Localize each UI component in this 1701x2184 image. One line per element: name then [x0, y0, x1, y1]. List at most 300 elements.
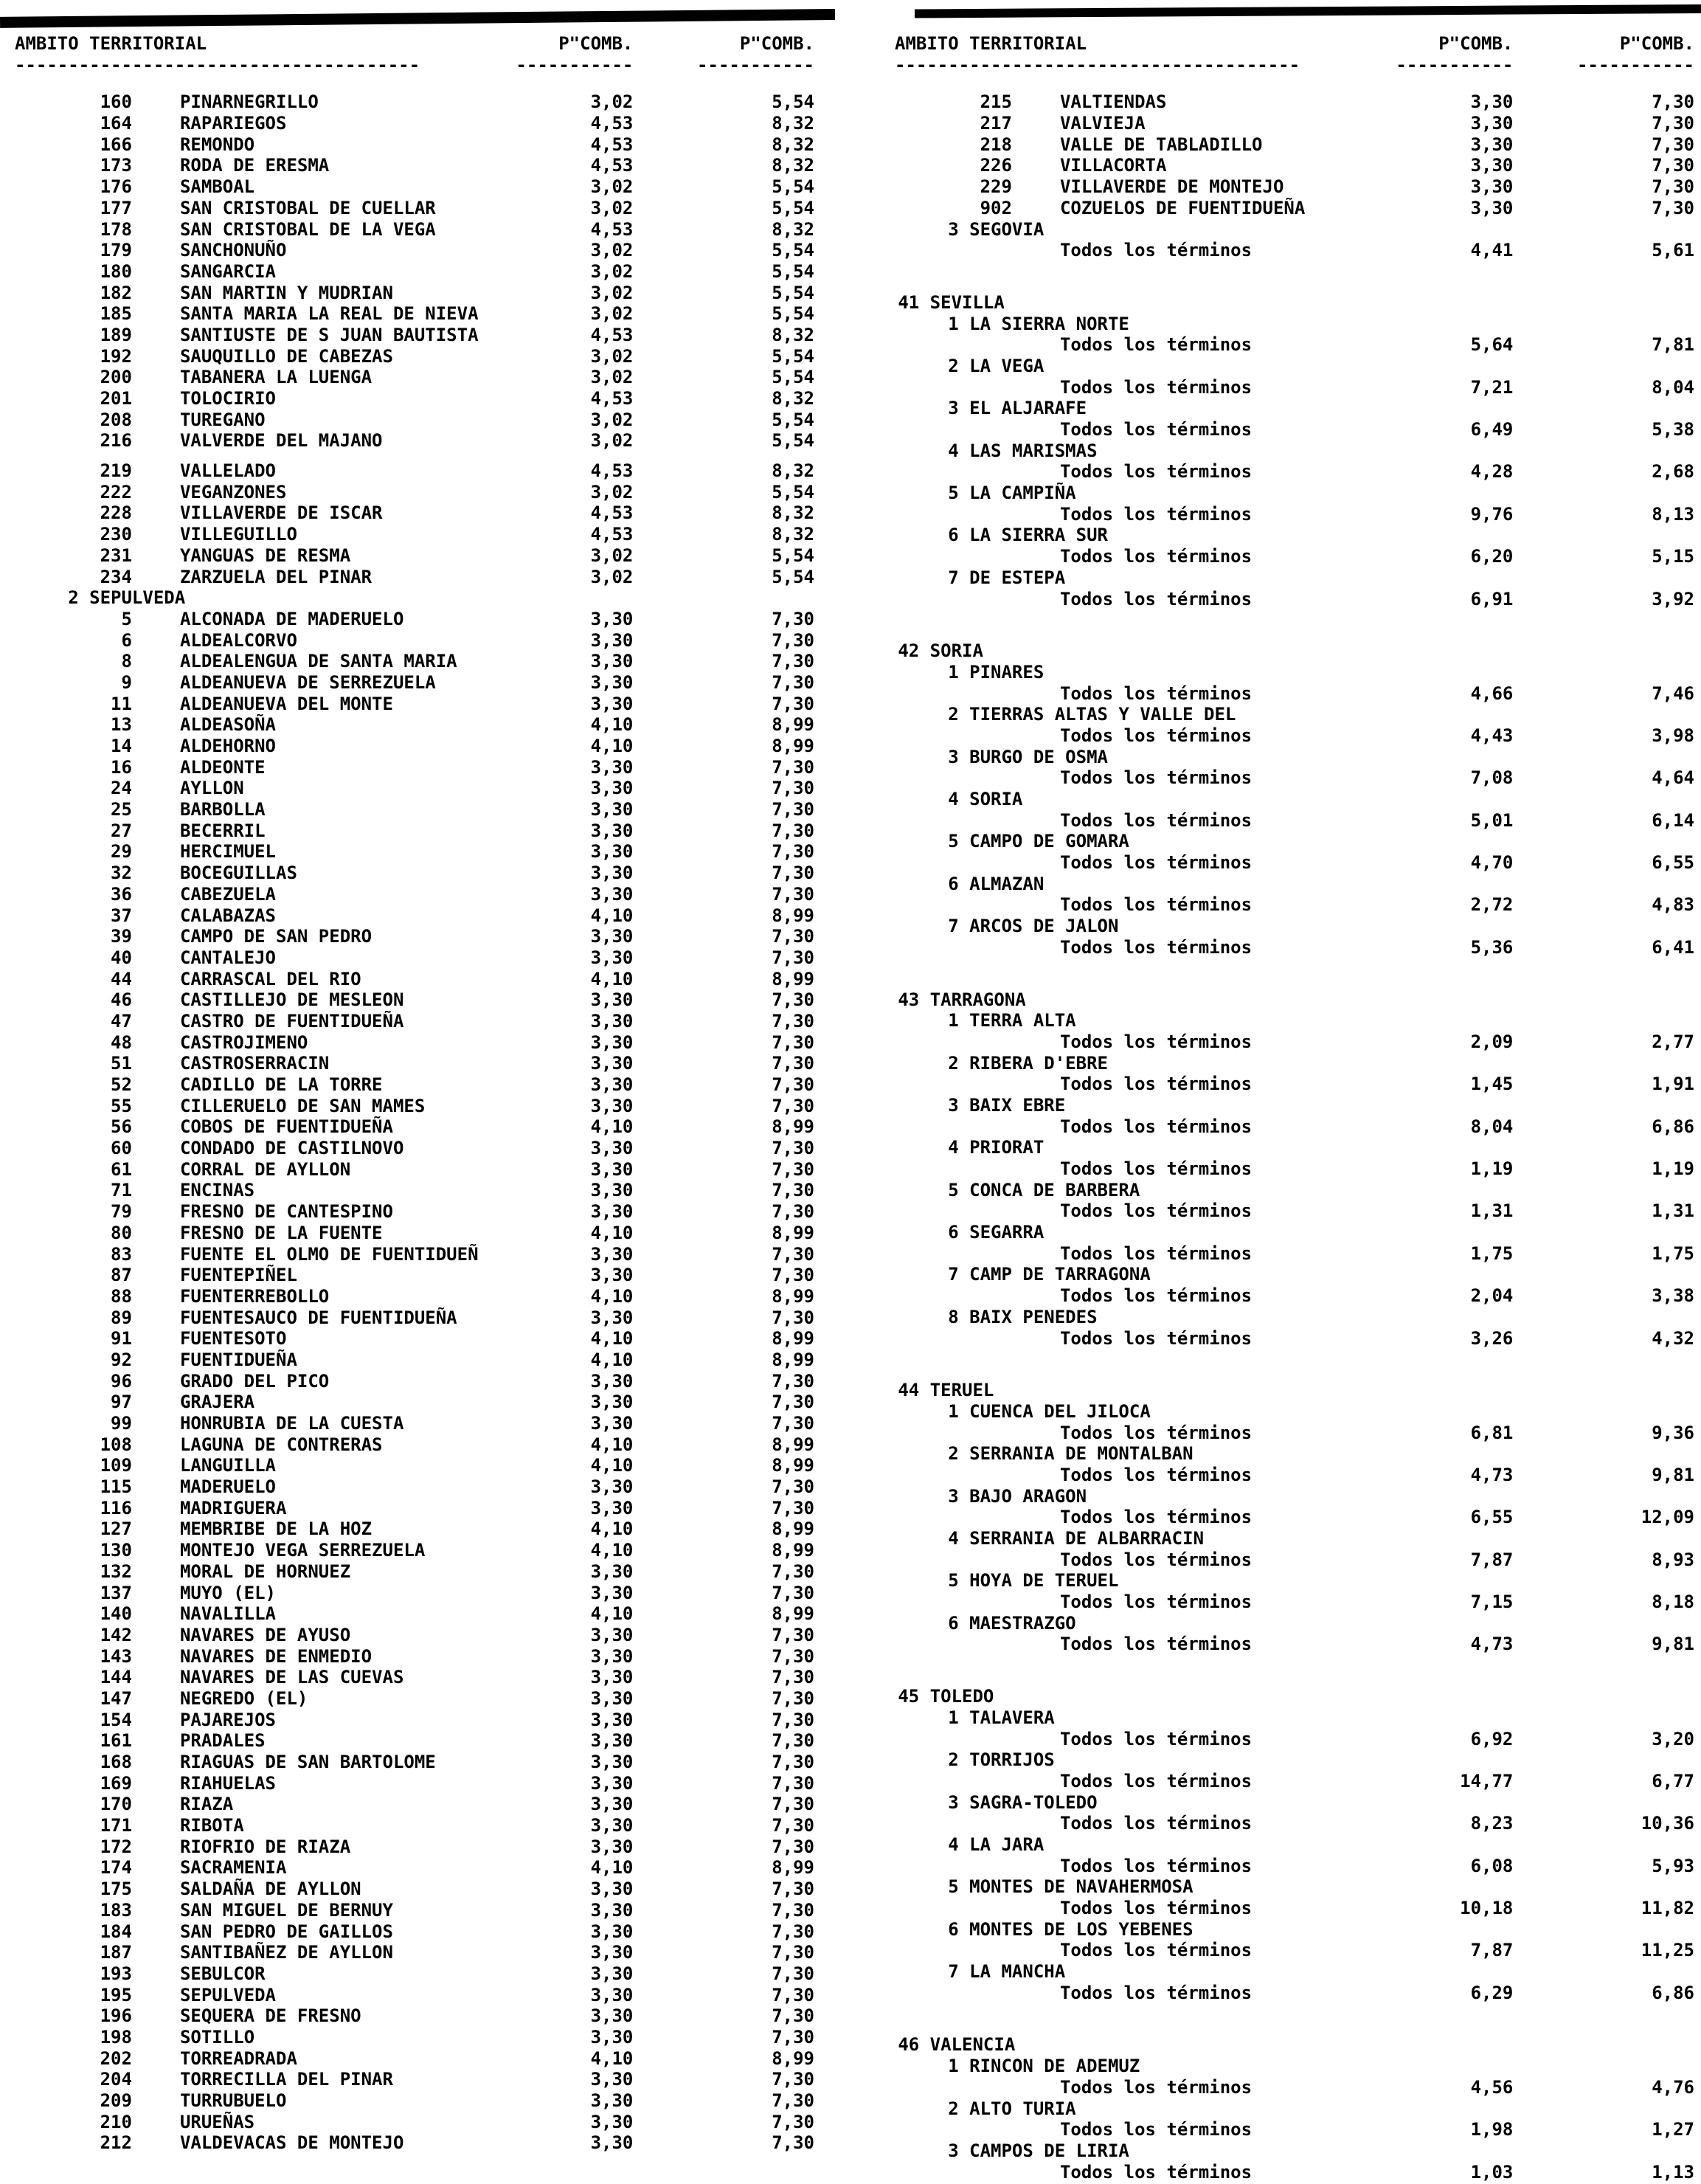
comarca-row: [895, 831, 1694, 852]
pcomb-value-2: [1513, 1570, 1694, 1592]
pcomb-value-2: [1513, 398, 1694, 419]
pcomb-value-2: [1513, 1961, 1694, 1983]
municipality-code: 169: [100, 1772, 132, 1794]
municipality-cell: [15, 1603, 505, 1625]
municipality-name: VEGANZONES: [179, 481, 287, 502]
pcomb-value-2: 4,64: [1652, 767, 1694, 789]
pcomb-value-1: 3,30: [590, 1095, 634, 1116]
municipality-code: 89: [111, 1307, 132, 1328]
comarca-label: 6 MAESTRAZGO: [948, 1612, 1076, 1634]
municipality-cell: [15, 1244, 505, 1265]
pcomb-value-1: 4,66: [1470, 682, 1514, 704]
header-rule-dashes: --------------------------------------: [895, 54, 1300, 75]
municipality-code: 92: [111, 1349, 132, 1370]
municipality-cell: [15, 1963, 505, 1985]
comarca-label: 5 CONCA DE BARBERA: [948, 1179, 1140, 1200]
pcomb-value-2: 7,30: [772, 1963, 814, 1984]
municipality-code: 229: [980, 176, 1012, 198]
pcomb-value-2: 7,30: [772, 1984, 814, 2005]
municipality-row: [15, 2005, 814, 2027]
todos-label: Todos los términos: [1059, 1592, 1253, 1613]
pcomb-value-1: 3,02: [590, 345, 634, 367]
pcomb-value-1: [1385, 916, 1513, 937]
pcomb-value-1: 4,10: [590, 1518, 634, 1540]
municipality-cell: [15, 1815, 505, 1836]
pcomb-value-1: 4,28: [1470, 461, 1514, 483]
pcomb-value-2: 8,32: [772, 460, 814, 482]
pcomb-value-2: 3,92: [1652, 588, 1694, 609]
pcomb-value-2: 8,99: [772, 1285, 814, 1307]
province-label: 43 TARRAGONA: [898, 989, 1026, 1010]
municipality-cell: [15, 1116, 505, 1138]
municipality-name: AYLLON: [179, 778, 244, 799]
scan-rule-artifact-right: [915, 4, 1701, 18]
municipality-cell: [15, 1794, 505, 1815]
municipality-code: 137: [100, 1582, 132, 1603]
pcomb-value-2: 8,99: [772, 1540, 814, 1561]
todos-label: Todos los términos: [1059, 461, 1253, 483]
municipality-code: 202: [100, 2048, 132, 2069]
pcomb-value-2: [1513, 789, 1694, 810]
pcomb-value-1: 3,30: [590, 2111, 634, 2132]
municipality-cell: [15, 1518, 505, 1540]
pcomb-value-2: 7,30: [772, 841, 814, 863]
municipality-row: [15, 1180, 814, 1201]
comarca-row: [895, 1528, 1694, 1549]
municipality-row: [15, 1836, 814, 1858]
municipality-code: 212: [100, 2132, 132, 2154]
header-rule-dashes: -----------: [516, 54, 634, 75]
pcomb-value-1: 3,30: [590, 2026, 634, 2048]
pcomb-value-2: [1513, 1613, 1694, 1634]
province-row: [895, 989, 1694, 1011]
todos-row: [895, 937, 1694, 958]
municipality-name: FRESNO DE LA FUENTE: [179, 1222, 383, 1243]
todos-row: [895, 1328, 1694, 1350]
pcomb-value-2: 7,30: [772, 2005, 814, 2027]
municipality-cell: [15, 1328, 505, 1350]
municipality-code: 147: [100, 1687, 132, 1709]
pcomb-value-2: 7,30: [772, 1243, 814, 1265]
pcomb-value-1: 3,30: [590, 1413, 634, 1434]
municipality-code: 208: [100, 409, 132, 430]
pcomb-value-2: [1513, 440, 1694, 462]
pcomb-value-2: 8,99: [772, 1518, 814, 1540]
municipality-cell: [15, 1857, 505, 1879]
vertical-gap: [895, 1655, 1694, 1686]
municipality-name: RIAHUELAS: [179, 1772, 276, 1794]
pcomb-value-1: 4,41: [1470, 240, 1514, 261]
municipality-row: [15, 1583, 814, 1604]
pcomb-value-2: 8,18: [1652, 1592, 1694, 1613]
municipality-name: RODA DE ERESMA: [179, 155, 330, 176]
comarca-label: 2 LA VEGA: [948, 355, 1044, 376]
pcomb-value-1: [1385, 1095, 1513, 1116]
municipality-cell: [15, 1540, 505, 1561]
pcomb-value-1: [1385, 398, 1513, 419]
municipality-row: [15, 1371, 814, 1392]
todos-row: [895, 810, 1694, 832]
comarca-row: [895, 1095, 1694, 1116]
pcomb-value-1: 4,53: [590, 155, 634, 176]
municipality-code: 115: [100, 1476, 132, 1498]
pcomb-value-2: 7,30: [772, 989, 814, 1011]
pcomb-value-1: 8,04: [1470, 1116, 1514, 1137]
pcomb-value-1: 4,53: [590, 218, 634, 240]
header-rule-dashes: -----------: [697, 54, 814, 75]
municipality-code: 13: [111, 714, 132, 736]
municipality-code: 215: [980, 91, 1012, 113]
pcomb-value-1: 3,02: [590, 197, 634, 218]
municipality-row: [15, 1646, 814, 1668]
pcomb-value-2: [1513, 525, 1694, 546]
pcomb-value-2: 8,99: [772, 1434, 814, 1455]
pcomb-value-1: 3,30: [590, 651, 634, 672]
municipality-cell: [15, 1646, 505, 1668]
municipality-row: [15, 1857, 814, 1879]
pcomb-value-1: 2,72: [1470, 894, 1514, 916]
todos-row: [895, 419, 1694, 440]
municipality-cell: [15, 1752, 505, 1773]
municipality-row: [15, 714, 814, 736]
municipality-code: 185: [100, 303, 132, 325]
pcomb-value-1: 3,30: [590, 1709, 634, 1730]
comarca-label: 4 LA JARA: [948, 1834, 1044, 1855]
pcomb-value-1: 3,30: [1470, 113, 1514, 134]
municipality-code: 37: [111, 905, 132, 926]
comarca-row: [895, 483, 1694, 504]
todos-row: [895, 240, 1694, 261]
municipality-code: 172: [100, 1836, 132, 1857]
province-row: [895, 1686, 1694, 1707]
pcomb-value-2: 7,30: [772, 629, 814, 651]
pcomb-value-1: 6,55: [1470, 1507, 1514, 1528]
municipality-row: [15, 261, 814, 283]
pcomb-value-2: [1513, 989, 1694, 1011]
pcomb-value-2: [1513, 874, 1694, 895]
municipality-row: [15, 303, 814, 325]
municipality-row: [15, 651, 814, 672]
municipality-name: CARRASCAL DEL RIO: [179, 968, 361, 989]
pcomb-value-2: [1513, 292, 1694, 314]
municipality-cell: [15, 1942, 505, 1963]
municipality-cell: [15, 1350, 505, 1371]
municipality-cell: [15, 155, 505, 176]
pcomb-value-2: 5,54: [772, 282, 814, 303]
municipality-code: 24: [111, 778, 132, 799]
municipality-name: LAGUNA DE CONTRERAS: [179, 1434, 383, 1455]
pcomb-value-1: [1385, 1834, 1513, 1856]
municipality-row: [15, 884, 814, 905]
todos-label: Todos los términos: [1059, 1770, 1253, 1791]
municipality-row: [15, 1942, 814, 1963]
pcomb-value-2: 5,54: [772, 545, 814, 566]
todos-row: [895, 504, 1694, 525]
todos-row: [895, 1031, 1694, 1053]
municipality-name: PAJAREJOS: [179, 1709, 276, 1730]
pcomb-value-1: 2,04: [1470, 1285, 1514, 1307]
pcomb-value-1: 3,30: [590, 1667, 634, 1688]
municipality-cell: [15, 388, 505, 410]
pcomb-value-2: 8,99: [772, 968, 814, 989]
pcomb-value-1: [1385, 1707, 1513, 1729]
pcomb-value-2: [1513, 1401, 1694, 1423]
pcomb-value-1: 4,43: [1470, 725, 1514, 746]
municipality-name: SAMBOAL: [179, 176, 255, 198]
pcomb-value-2: 7,30: [772, 1010, 814, 1031]
municipality-row: [895, 176, 1694, 198]
municipality-code: 32: [111, 863, 132, 884]
municipality-code: 14: [111, 736, 132, 756]
municipality-row: [15, 1096, 814, 1117]
pcomb-value-2: 7,30: [772, 2069, 814, 2090]
municipality-row: [15, 2069, 814, 2090]
municipality-cell: [15, 947, 505, 969]
todos-label: Todos los términos: [1059, 1074, 1253, 1095]
municipality-name: FUENTESAUCO DE FUENTIDUEÑA: [179, 1307, 457, 1328]
municipality-cell: [15, 545, 505, 567]
pcomb-value-2: 8,32: [772, 155, 814, 176]
municipality-name: CALABAZAS: [179, 905, 276, 926]
pcomb-value-1: 4,53: [590, 324, 634, 345]
todos-label: Todos los términos: [1059, 240, 1253, 261]
pcomb-value-1: [1385, 2034, 1513, 2056]
comarca-row: [895, 1834, 1694, 1856]
pcomb-value-1: [1385, 1570, 1513, 1592]
municipality-code: 195: [100, 1984, 132, 2005]
municipality-name: SAN MIGUEL DE BERNUY: [179, 1899, 393, 1921]
municipality-row: [15, 630, 814, 652]
comarca-label: 5 HOYA DE TERUEL: [948, 1570, 1119, 1592]
pcomb-value-1: 3,30: [590, 1497, 634, 1518]
municipality-cell: [15, 1561, 505, 1583]
todos-label: Todos los términos: [1059, 1940, 1253, 1961]
pcomb-value-2: [1513, 662, 1694, 683]
pcomb-value-1: 3,30: [590, 1921, 634, 1942]
municipality-code: 140: [100, 1603, 132, 1625]
todos-row: [895, 1898, 1694, 1919]
pcomb-value-2: 7,30: [772, 1836, 814, 1857]
municipality-name: CONDADO DE CASTILNOVO: [179, 1138, 404, 1159]
pcomb-value-2: 1,31: [1652, 1200, 1694, 1222]
pcomb-value-2: [1513, 567, 1694, 589]
municipality-code: 174: [100, 1857, 132, 1879]
pcomb-value-1: [1385, 1137, 1513, 1158]
pcomb-value-2: 1,13: [1652, 2161, 1694, 2183]
municipality-name: FUENTIDUEÑA: [179, 1349, 297, 1370]
municipality-code: 196: [100, 2005, 132, 2027]
pcomb-value-2: 7,30: [1652, 197, 1694, 218]
pcomb-value-1: 3,30: [590, 1582, 634, 1603]
header-spacer: [15, 75, 814, 91]
municipality-cell: [15, 841, 505, 863]
comarca-row: [895, 916, 1694, 937]
comarca-label: 1 TERRA ALTA: [948, 1010, 1076, 1031]
comarca-row: [895, 1570, 1694, 1592]
pcomb-value-1: [505, 587, 633, 609]
todos-row: [895, 1507, 1694, 1528]
municipality-cell: [15, 1583, 505, 1604]
comarca-label: 7 ARCOS DE JALON: [948, 916, 1119, 937]
province-row: [895, 1380, 1694, 1401]
municipality-cell: [15, 778, 505, 799]
municipality-name: SAN MARTIN Y MUDRIAN: [179, 282, 393, 303]
pcomb-value-1: [1385, 1222, 1513, 1243]
municipality-code: 97: [111, 1392, 132, 1413]
municipality-cell: [15, 630, 505, 652]
pcomb-value-1: 4,53: [590, 388, 634, 409]
pcomb-value-2: 7,30: [772, 1413, 814, 1434]
municipality-code: 222: [100, 481, 132, 502]
todos-row: [895, 1983, 1694, 2004]
municipality-code: 143: [100, 1645, 132, 1667]
pcomb-value-2: [633, 587, 814, 609]
pcomb-value-2: 7,30: [772, 820, 814, 841]
pcomb-value-1: 3,30: [590, 926, 634, 947]
municipality-name: MUYO (EL): [179, 1582, 276, 1603]
municipality-cell: [15, 863, 505, 884]
todos-label: Todos los términos: [1059, 2161, 1253, 2183]
municipality-row: [895, 113, 1694, 134]
municipality-row: [15, 1286, 814, 1307]
municipality-cell: [15, 1223, 505, 1244]
pcomb-value-2: [1513, 831, 1694, 852]
municipality-cell: [15, 1921, 505, 1943]
municipality-cell: [15, 482, 505, 503]
pcomb-value-2: 7,30: [772, 883, 814, 905]
pcomb-value-1: 3,30: [590, 1942, 634, 1963]
municipality-cell: [15, 346, 505, 367]
pcomb-value-2: 5,54: [772, 240, 814, 261]
pcomb-value-1: 3,30: [590, 1963, 634, 1984]
pcomb-value-2: [1513, 1180, 1694, 1201]
pcomb-value-1: 3,30: [590, 1899, 634, 1921]
comarca-label: 7 LA MANCHA: [948, 1961, 1066, 1983]
pcomb-value-1: 6,49: [1470, 419, 1514, 440]
todos-label: Todos los términos: [1059, 1200, 1253, 1222]
todos-label: Todos los términos: [1059, 936, 1253, 958]
comarca-row: [895, 1443, 1694, 1465]
pcomb-value-1: [1385, 2056, 1513, 2077]
todos-label: Todos los términos: [1059, 1464, 1253, 1485]
pcomb-value-2: 7,30: [772, 1265, 814, 1286]
todos-label: Todos los términos: [1059, 334, 1253, 356]
pcomb-value-2: 7,30: [772, 1307, 814, 1328]
municipality-cell: [895, 113, 1385, 134]
pcomb-value-2: 7,30: [772, 1370, 814, 1392]
pcomb-value-2: 6,41: [1652, 936, 1694, 958]
municipality-row: [15, 1730, 814, 1752]
vertical-gap: [895, 1349, 1694, 1380]
municipality-code: 108: [100, 1434, 132, 1455]
todos-label: Todos los términos: [1059, 1549, 1253, 1570]
municipality-name: FUENTERREBOLLO: [179, 1285, 330, 1307]
municipality-row: [15, 1815, 814, 1836]
pcomb-value-2: 8,99: [772, 1857, 814, 1879]
pcomb-value-1: 3,30: [590, 1476, 634, 1498]
municipality-cell: [895, 176, 1385, 198]
pcomb-value-2: 6,14: [1652, 809, 1694, 831]
pcomb-value-1: [1385, 704, 1513, 725]
pcomb-value-1: 4,10: [590, 2048, 634, 2069]
comarca-row: [895, 789, 1694, 810]
pcomb-value-2: [1513, 2098, 1694, 2120]
pcomb-value-1: 3,30: [590, 2005, 634, 2027]
municipality-row: [15, 1794, 814, 1815]
todos-row: [895, 852, 1694, 874]
pcomb-value-1: 3,30: [1470, 91, 1514, 113]
todos-row: [895, 1200, 1694, 1222]
pcomb-value-1: [1385, 874, 1513, 895]
municipality-row: [15, 388, 814, 410]
pcomb-value-1: [1385, 525, 1513, 546]
municipality-row: [15, 694, 814, 715]
vertical-gap: [895, 958, 1694, 989]
pcomb-value-2: [1513, 314, 1694, 335]
municipality-row: [15, 1985, 814, 2006]
comarca-row: [895, 1876, 1694, 1898]
municipality-code: 179: [100, 240, 132, 261]
municipality-code: 178: [100, 218, 132, 240]
municipality-code: 88: [111, 1285, 132, 1307]
municipality-name: CABEZUELA: [179, 883, 276, 905]
municipality-code: 5: [121, 608, 132, 629]
municipality-row: [15, 1603, 814, 1625]
pcomb-value-2: 8,32: [772, 388, 814, 409]
municipality-name: REMONDO: [179, 134, 255, 155]
comarca-label: 1 LA SIERRA NORTE: [948, 313, 1129, 334]
todos-row: [895, 1074, 1694, 1095]
pcomb-value-2: 7,30: [772, 778, 814, 799]
municipality-row: [15, 1201, 814, 1223]
municipality-code: 40: [111, 947, 132, 968]
pcomb-value-1: [1385, 1961, 1513, 1983]
municipality-name: ENCINAS: [179, 1180, 255, 1201]
municipality-cell: [15, 2090, 505, 2112]
pcomb-value-1: [1385, 1876, 1513, 1898]
pcomb-value-2: 8,99: [772, 1603, 814, 1625]
municipality-code: 29: [111, 841, 132, 863]
pcomb-value-2: 2,77: [1652, 1031, 1694, 1052]
pcomb-value-1: 3,26: [1470, 1327, 1514, 1349]
pcomb-value-1: [1385, 1486, 1513, 1507]
todos-label: Todos los términos: [1059, 1116, 1253, 1137]
pcomb-value-1: [1385, 1380, 1513, 1401]
pcomb-value-1: 4,53: [590, 502, 634, 524]
municipality-row: [15, 1032, 814, 1054]
column-header-pcomb-1: P"COMB.: [558, 33, 634, 54]
municipality-row: [15, 134, 814, 156]
pcomb-value-2: 3,20: [1652, 1728, 1694, 1749]
pcomb-value-2: 7,30: [772, 1561, 814, 1582]
municipality-code: 200: [100, 367, 132, 388]
pcomb-value-2: 7,30: [772, 756, 814, 778]
todos-row: [895, 1243, 1694, 1265]
pcomb-value-1: 3,30: [590, 1772, 634, 1794]
pcomb-value-2: [1513, 1053, 1694, 1074]
pcomb-value-2: 7,30: [772, 2132, 814, 2154]
municipality-cell: [15, 969, 505, 990]
municipality-name: FUENTEPIÑEL: [179, 1265, 297, 1286]
comarca-row: [895, 1264, 1694, 1285]
comarca-label: 1 PINARES: [948, 661, 1044, 682]
vertical-gap: [895, 261, 1694, 292]
todos-label: Todos los términos: [1059, 894, 1253, 916]
header-rule-dashes: -----------: [1577, 54, 1694, 75]
pcomb-value-1: [1385, 1264, 1513, 1285]
municipality-name: SEPULVEDA: [179, 1984, 276, 2005]
municipality-row: [15, 947, 814, 969]
